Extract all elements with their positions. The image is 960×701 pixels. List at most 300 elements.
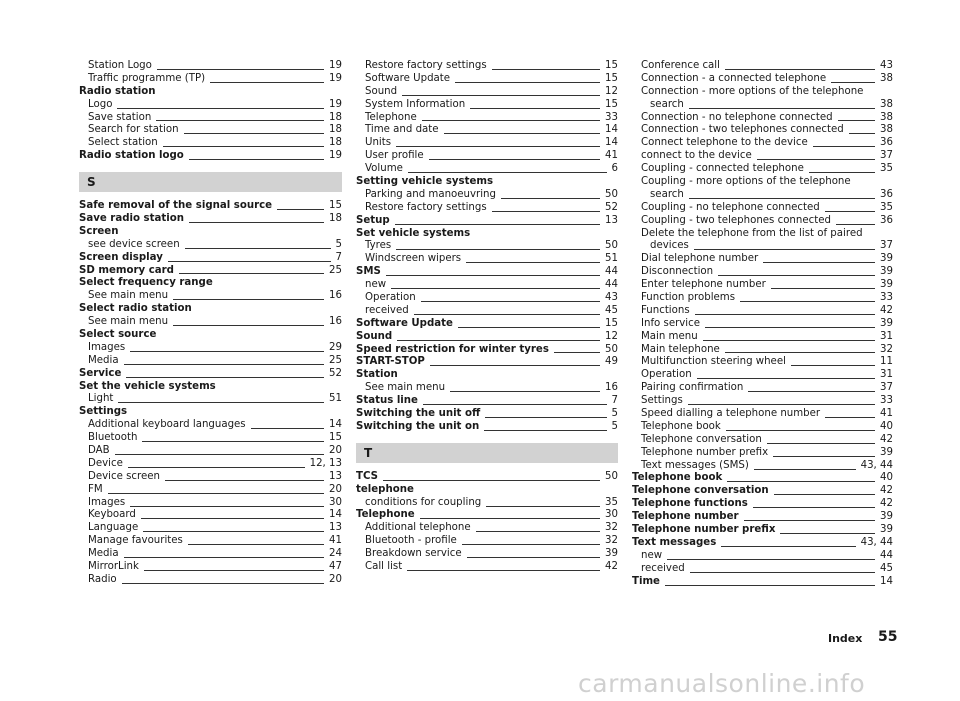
entry-term: Sound [365, 85, 398, 97]
entry-page: 14 [880, 575, 893, 587]
index-subentry [356, 202, 618, 215]
dot-leader [849, 133, 875, 134]
entry-page: 37 [880, 150, 893, 162]
dot-leader [771, 288, 875, 289]
entry-page: 7 [611, 395, 618, 407]
entry-page: 19 [329, 59, 342, 71]
entry-term: Keyboard [88, 509, 136, 521]
index-subentry [356, 137, 618, 150]
entry-page: 42 [880, 433, 893, 445]
dot-leader [122, 583, 324, 584]
dot-leader [450, 391, 600, 392]
entry-term: Connect telephone to the device [641, 137, 808, 149]
index-subentry-wrapped-line: Connection - more options of the telephone [641, 85, 864, 97]
entry-term: FM [88, 483, 103, 495]
entry-term: Speed dialling a telephone number [641, 408, 821, 420]
index-subentry [79, 510, 342, 523]
index-subentry [79, 60, 342, 73]
dot-leader [831, 82, 875, 83]
index-subentry [79, 574, 342, 587]
index-subentry [356, 99, 618, 112]
dot-leader [838, 120, 875, 121]
entry-page: 39 [605, 548, 618, 560]
dot-leader [157, 69, 324, 70]
entry-page: 50 [605, 343, 618, 355]
dot-leader [115, 454, 324, 455]
index-subentry [632, 266, 893, 279]
dot-leader [486, 506, 600, 507]
entry-page: 13 [329, 522, 342, 534]
entry-term: Text messages [632, 536, 717, 548]
index-subentry [79, 73, 342, 86]
entry-page: 50 [605, 470, 618, 482]
entry-page: 19 [329, 150, 342, 162]
entry-term: Software Update [365, 72, 451, 84]
dot-leader [695, 314, 875, 315]
dot-leader [141, 518, 324, 519]
dot-leader [727, 481, 875, 482]
entry-page: 39 [880, 279, 893, 291]
dot-leader [188, 544, 324, 545]
index-subentry [79, 471, 342, 484]
entry-term: search [650, 188, 684, 200]
entry-page: 41 [605, 150, 618, 162]
dot-leader [689, 108, 875, 109]
entry-term: Coupling - two telephones connected [641, 214, 831, 226]
dot-leader [694, 249, 875, 250]
entry-term: START-STOP [356, 356, 425, 368]
entry-term: Info service [641, 317, 701, 329]
index-subentry [356, 163, 618, 176]
entry-term: Operation [365, 292, 416, 304]
index-subentry [632, 253, 893, 266]
index-heading: Select source [79, 329, 157, 341]
entry-term: Images [88, 341, 126, 353]
dot-leader [492, 69, 600, 70]
dot-leader [492, 211, 600, 212]
dot-leader [767, 443, 875, 444]
index-subentry [356, 60, 618, 73]
entry-page: 12 [605, 330, 618, 342]
dot-leader [705, 327, 875, 328]
index-subentry [356, 240, 618, 253]
index-subentry [356, 535, 618, 548]
entry-page: 20 [329, 573, 342, 585]
entry-term: Enter telephone number [641, 279, 766, 291]
index-subentry [632, 356, 893, 369]
entry-page: 32 [605, 535, 618, 547]
entry-page: 25 [329, 354, 342, 366]
dot-leader [763, 262, 875, 263]
entry-page: 18 [329, 124, 342, 136]
entry-page: 6 [611, 163, 618, 175]
index-heading: Settings [79, 406, 128, 418]
column-3-entries [632, 60, 893, 589]
index-subentry [632, 215, 893, 228]
index-subentry [356, 150, 618, 163]
entry-page: 39 [880, 253, 893, 265]
entry-term: SD memory card [79, 264, 174, 276]
entry-term: User profile [365, 150, 424, 162]
entry-term: Settings [641, 395, 683, 407]
index-entry [79, 252, 342, 265]
entry-page: 19 [329, 98, 342, 110]
index-heading: Screen [79, 225, 119, 237]
entry-page: 35 [880, 201, 893, 213]
index-subentry [632, 434, 893, 447]
index-subentry [356, 86, 618, 99]
entry-term: MirrorLink [88, 561, 139, 573]
dot-leader [179, 273, 324, 274]
entry-page: 38 [880, 98, 893, 110]
index-subentry [79, 355, 342, 368]
dot-leader [485, 417, 606, 418]
dot-leader [144, 570, 324, 571]
entry-term: Save radio station [79, 213, 184, 224]
entry-term: Telephone conversation [641, 433, 762, 445]
dot-leader [554, 352, 600, 353]
entry-term: Function problems [641, 292, 736, 304]
index-subentry [79, 535, 342, 548]
entry-term: Call list [365, 561, 403, 573]
dot-leader [753, 507, 875, 508]
dot-leader [429, 159, 600, 160]
entry-term: Telephone number prefix [641, 446, 769, 458]
dot-leader [667, 559, 875, 560]
dot-leader [108, 493, 324, 494]
index-entry [632, 485, 893, 498]
index-subentry [79, 124, 342, 137]
index-subentry [632, 408, 893, 421]
entry-page: 40 [880, 420, 893, 432]
dot-leader [484, 430, 606, 431]
index-subentry [79, 458, 342, 471]
entry-term: conditions for coupling [365, 496, 482, 508]
entry-page: 15 [605, 72, 618, 84]
entry-page: 18 [329, 137, 342, 149]
entry-term: Tyres [365, 240, 392, 252]
index-subentry [356, 497, 618, 510]
dot-leader [386, 275, 600, 276]
dot-leader [462, 544, 600, 545]
index-subentry [79, 445, 342, 458]
index-entry [632, 473, 893, 486]
entry-term: Disconnection [641, 266, 714, 278]
index-subentry [632, 421, 893, 434]
dot-leader [185, 248, 331, 249]
entry-page: 38 [880, 72, 893, 84]
index-heading: Set vehicle systems [356, 227, 471, 239]
entry-page: 49 [605, 356, 618, 368]
entry-page: 18 [329, 111, 342, 123]
entry-page: 36 [880, 137, 893, 149]
index-subentry-wrapped-line: Coupling - more options of the telephone [641, 176, 851, 188]
index-subentry [356, 561, 618, 574]
entry-term: Telephone number [632, 511, 739, 523]
index-subentry [632, 305, 893, 318]
entry-page: 44 [605, 266, 618, 278]
dot-leader [825, 417, 875, 418]
entry-term: Save station [88, 111, 152, 123]
dot-leader [725, 352, 875, 353]
index-subentry [356, 292, 618, 305]
dot-leader [128, 467, 305, 468]
dot-leader [251, 428, 324, 429]
index-subentry [79, 393, 342, 406]
index-subentry [632, 382, 893, 395]
entry-page: 35 [880, 163, 893, 175]
watermark: carmanualsonline.info [578, 669, 866, 698]
index-entry [79, 200, 342, 213]
dot-leader [156, 120, 324, 121]
entry-term: Text messages (SMS) [641, 459, 749, 471]
entry-page: 16 [329, 316, 342, 328]
entry-page: 15 [605, 98, 618, 110]
entry-page: 29 [329, 341, 342, 353]
entry-term: Units [365, 137, 392, 149]
entry-term: Telephone [365, 111, 417, 123]
entry-page: 11 [880, 356, 893, 368]
entry-page: 40 [880, 472, 893, 484]
entry-page: 51 [329, 393, 342, 405]
dot-leader [420, 518, 600, 519]
dot-leader [189, 159, 324, 160]
entry-term: Screen display [79, 251, 163, 263]
dot-leader [689, 198, 875, 199]
entry-page: 39 [880, 446, 893, 458]
entry-term: Media [88, 354, 119, 366]
dot-leader [703, 340, 875, 341]
entry-page: 52 [329, 367, 342, 379]
index-subentry [356, 382, 618, 395]
entry-page: 41 [880, 408, 893, 420]
entry-term: Dial telephone number [641, 253, 759, 265]
index-entry [79, 265, 342, 278]
entry-page: 33 [880, 292, 893, 304]
entry-page: 24 [329, 548, 342, 560]
entry-term: devices [650, 240, 689, 252]
entry-page: 35 [605, 496, 618, 508]
dot-leader [423, 404, 607, 405]
dot-leader [813, 146, 875, 147]
index-column-2 [356, 60, 618, 574]
entry-page: 39 [880, 524, 893, 536]
dot-leader [408, 172, 607, 173]
entry-term: Service [79, 367, 122, 379]
entry-page: 15 [605, 59, 618, 71]
dot-leader [791, 365, 875, 366]
entry-page: 51 [605, 253, 618, 265]
index-subentry [632, 279, 893, 292]
index-subentry [632, 60, 893, 73]
index-entry [356, 510, 618, 523]
dot-leader [697, 378, 875, 379]
index-heading: Setting vehicle systems [356, 176, 494, 188]
entry-page: 50 [605, 240, 618, 252]
dot-leader [383, 480, 600, 481]
entry-term: Media [88, 548, 119, 560]
dot-leader [124, 364, 324, 365]
dot-leader [455, 82, 600, 83]
entry-term: Language [88, 522, 139, 534]
index-column-1 [79, 60, 342, 587]
entry-term: Safe removal of the signal source [79, 200, 273, 212]
footer-section-label: Index [828, 632, 863, 645]
dot-leader [458, 327, 600, 328]
index-subentry [79, 419, 342, 432]
dot-leader [117, 108, 324, 109]
index-subentry [632, 395, 893, 408]
entry-page: 44 [880, 549, 893, 561]
index-subentry [632, 99, 893, 112]
entry-page: 33 [605, 111, 618, 123]
index-entry [356, 471, 618, 484]
entry-term: Additional telephone [365, 522, 471, 534]
entry-term: search [650, 98, 684, 110]
dot-leader [718, 275, 875, 276]
entry-page: 32 [605, 522, 618, 534]
entry-term: new [365, 279, 387, 291]
index-subentry [79, 112, 342, 125]
index-subentry [632, 550, 893, 563]
entry-term: Radio [88, 573, 117, 585]
entry-term: DAB [88, 445, 110, 457]
entry-term: Breakdown service [365, 548, 462, 560]
entry-page: 43 [605, 292, 618, 304]
dot-leader [825, 211, 875, 212]
dot-leader [721, 546, 855, 547]
dot-leader [395, 224, 600, 225]
dot-leader [476, 531, 600, 532]
dot-leader [422, 120, 600, 121]
dot-leader [396, 249, 600, 250]
index-subentry [356, 522, 618, 535]
index-entry [632, 511, 893, 524]
entry-page: 36 [880, 188, 893, 200]
index-subentry [79, 484, 342, 497]
entry-term: Time and date [365, 124, 439, 136]
entry-term: Setup [356, 214, 390, 226]
dot-leader [397, 340, 600, 341]
index-subentry [632, 150, 893, 163]
entry-term: Telephone book [632, 472, 723, 484]
index-subentry [632, 369, 893, 382]
entry-term: Telephone number prefix [632, 524, 776, 536]
dot-leader [725, 69, 875, 70]
index-heading: Select radio station [79, 303, 192, 315]
dot-leader [726, 430, 875, 431]
entry-term: See main menu [88, 290, 169, 302]
entry-page: 14 [605, 124, 618, 136]
index-heading: Select frequency range [79, 277, 213, 289]
dot-leader [165, 480, 324, 481]
entry-term: Main menu [641, 330, 698, 342]
entry-page: 20 [329, 483, 342, 495]
index-subentry [356, 73, 618, 86]
column-2-pre [356, 60, 618, 434]
index-subentry [632, 318, 893, 331]
dot-leader [124, 557, 324, 558]
index-entry [79, 213, 342, 226]
dot-leader [757, 159, 875, 160]
dot-leader [184, 133, 324, 134]
entry-page: 14 [605, 137, 618, 149]
dot-leader [754, 469, 856, 470]
column-1-pre [79, 60, 342, 163]
index-subentry [79, 497, 342, 510]
dot-leader [118, 402, 324, 403]
entry-page: 43 [880, 59, 893, 71]
index-subentry [356, 279, 618, 292]
entry-term: Telephone [356, 509, 415, 521]
entry-page: 13 [329, 470, 342, 482]
entry-page: 42 [605, 561, 618, 573]
entry-page: 42 [880, 485, 893, 497]
page-number: 55 [878, 629, 898, 645]
entry-term: Telephone book [641, 420, 721, 432]
entry-page: 31 [880, 330, 893, 342]
entry-term: Connection - a connected telephone [641, 72, 827, 84]
dot-leader [444, 133, 600, 134]
dot-leader [130, 351, 324, 352]
entry-term: Telephone functions [632, 498, 748, 510]
index-entry [356, 421, 618, 434]
entry-term: Images [88, 496, 126, 508]
dot-leader [173, 299, 324, 300]
entry-page: 16 [329, 290, 342, 302]
entry-term: SMS [356, 266, 381, 278]
index-entry [632, 537, 893, 550]
entry-term: Bluetooth - profile [365, 535, 457, 547]
entry-term: Device screen [88, 470, 160, 482]
entry-page: 47 [329, 561, 342, 573]
entry-page: 15 [329, 200, 342, 212]
index-entry [356, 266, 618, 279]
dot-leader [780, 533, 875, 534]
entry-term: Manage favourites [88, 535, 183, 547]
dot-leader [774, 494, 875, 495]
entry-page: 5 [611, 408, 618, 420]
index-subentry [79, 548, 342, 561]
dot-leader [407, 570, 600, 571]
entry-term: See main menu [88, 316, 169, 328]
dot-leader [173, 325, 324, 326]
entry-term: Multifunction steering wheel [641, 356, 786, 368]
entry-page: 32 [880, 343, 893, 355]
index-subentry [79, 522, 342, 535]
entry-term: Conference call [641, 59, 720, 71]
dot-leader [414, 314, 600, 315]
entry-term: received [641, 562, 685, 574]
entry-page: 36 [880, 214, 893, 226]
index-entry [356, 408, 618, 421]
letter-heading-t: T [356, 443, 618, 463]
index-entry [79, 368, 342, 381]
index-subentry [632, 460, 893, 473]
index-entry [356, 356, 618, 369]
dot-leader [740, 301, 875, 302]
entry-page: 45 [880, 562, 893, 574]
entry-page: 43, 44 [860, 536, 893, 548]
entry-term: System Information [365, 98, 466, 110]
entry-page: 15 [605, 317, 618, 329]
entry-page: 30 [329, 496, 342, 508]
dot-leader [836, 224, 875, 225]
index-subentry-wrapped-line: Delete the telephone from the list of paired [641, 227, 863, 239]
entry-term: Coupling - no telephone connected [641, 201, 820, 213]
entry-term: received [365, 304, 409, 316]
index-entry [356, 215, 618, 228]
